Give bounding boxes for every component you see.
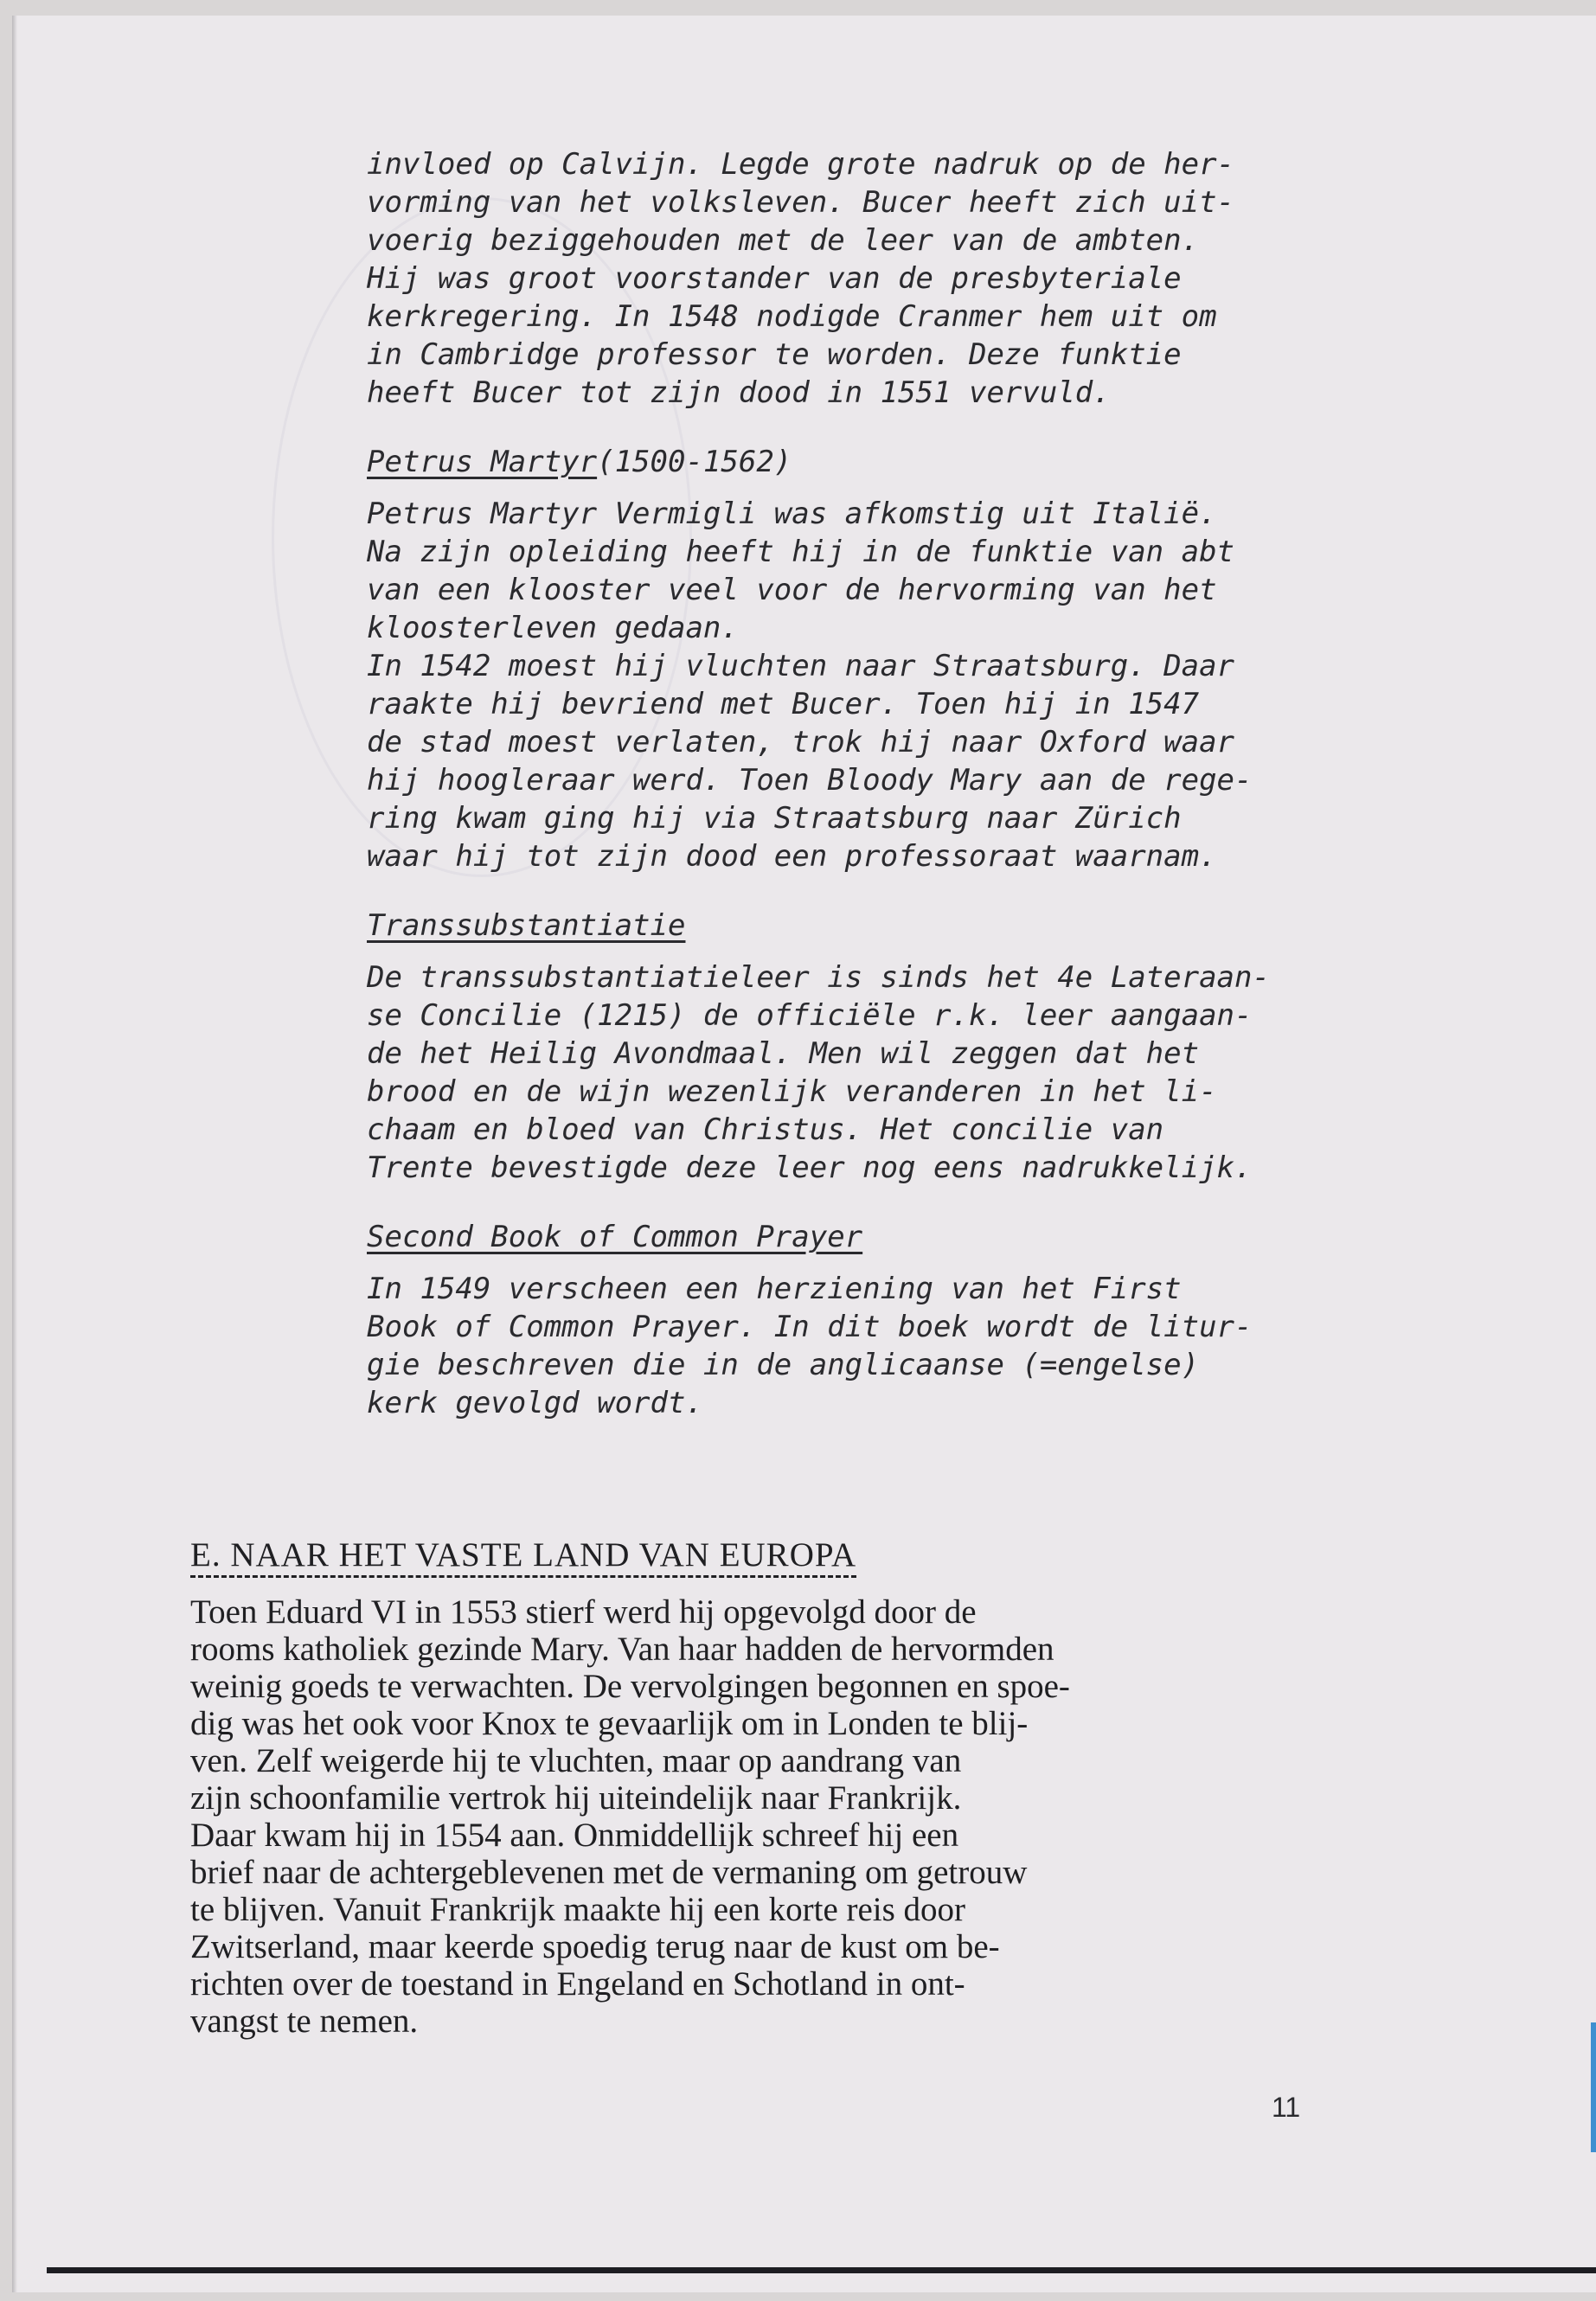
text-line: in Cambridge professor te worden. Deze funktie	[367, 337, 1182, 372]
heading-years: (1500-1562)	[597, 445, 792, 479]
text-line: In 1549 verscheen een herziening van het First	[367, 1272, 1182, 1306]
text-line: Toen Eduard VI in 1553 stierf werd hij opgevolgd door de	[190, 1593, 977, 1631]
text-line: hij hoogleraar werd. Toen Bloody Mary aan de rege-	[367, 763, 1253, 798]
paragraph-knox	[190, 1593, 1401, 2040]
text-line: vorming van het volksleven. Bucer heeft zich uit-	[367, 185, 1235, 220]
text-line: kerk gevolgd wordt.	[367, 1386, 703, 1420]
text-line: zijn schoonfamilie vertrok hij uiteindelijk naar Frankrijk.	[190, 1779, 962, 1817]
paragraph-transsubstantiatie	[367, 958, 1370, 1187]
text-line: gie beschreven die in de anglicaanse (=engelse)	[367, 1348, 1200, 1382]
heading-transsubstantiatie: Transsubstantiatie	[367, 908, 686, 943]
document-page	[12, 16, 1596, 2292]
heading-petrus-martyr	[367, 443, 792, 481]
text-line: se Concilie (1215) de officiële r.k. leer aangaan-	[367, 998, 1253, 1033]
text-line: rooms katholiek gezinde Mary. Van haar hadden de hervormden	[190, 1631, 1054, 1668]
text-line: brood en de wijn wezenlijk veranderen in het li-	[367, 1074, 1217, 1109]
text-line: heeft Bucer tot zijn dood in 1551 vervuld.	[367, 375, 1111, 410]
text-line: In 1542 moest hij vluchten naar Straatsburg. Daar	[367, 649, 1235, 683]
text-line: richten over de toestand in Engeland en Schotland in ont-	[190, 1965, 965, 2003]
text-line: Daar kwam hij in 1554 aan. Onmiddellijk schreef hij een	[190, 1817, 959, 1854]
text-line: Trente bevestigde deze leer nog eens nadrukkelijk.	[367, 1150, 1253, 1185]
text-line: Na zijn opleiding heeft hij in de funktie van abt	[367, 535, 1235, 569]
text-line: waar hij tot zijn dood een professoraat waarnam.	[367, 839, 1217, 874]
paragraph-petrus-martyr	[367, 495, 1370, 875]
text-line: kerkregering. In 1548 nodigde Cranmer hem uit om	[367, 299, 1217, 334]
text-line: te blijven. Vanuit Frankrijk maakte hij een korte reis door	[190, 1891, 966, 1928]
text-line: weinig goeds te verwachten. De vervolgingen begonnen en spoe-	[190, 1668, 1070, 1705]
text-line: de stad moest verlaten, trok hij naar Oxford waar	[367, 725, 1235, 760]
text-line: ven. Zelf weigerde hij te vluchten, maar op aandrang van	[190, 1742, 962, 1779]
text-line: brief naar de achtergeblevenen met de vermaning om getrouw	[190, 1854, 1028, 1891]
main-text-block	[190, 1536, 1401, 2040]
text-line: voerig beziggehouden met de leer van de ambten.	[367, 223, 1200, 258]
paragraph-bucer	[367, 145, 1370, 412]
page-number: 11	[1272, 2092, 1301, 2123]
section-heading-e: E. NAAR HET VASTE LAND VAN EUROPA	[190, 1536, 856, 1578]
page-bottom-edge	[47, 2267, 1596, 2273]
heading-name: Petrus Martyr	[367, 445, 598, 479]
text-line: van een klooster veel voor de hervorming van het	[367, 573, 1217, 607]
text-line: kloosterleven gedaan.	[367, 611, 739, 645]
text-line: Hij was groot voorstander van de presbyteriale	[367, 261, 1182, 296]
text-line: ring kwam ging hij via Straatsburg naar Zürich	[367, 801, 1182, 836]
text-line: chaam en bloed van Christus. Het concilie van	[367, 1112, 1164, 1147]
heading-second-book: Second Book of Common Prayer	[367, 1220, 863, 1254]
paragraph-second-book	[367, 1270, 1370, 1422]
text-line: De transsubstantiatieleer is sinds het 4e Lateraan-	[367, 960, 1270, 995]
text-line: raakte hij bevriend met Bucer. Toen hij in 1547	[367, 687, 1200, 721]
text-line: invloed op Calvijn. Legde grote nadruk op de her-	[367, 147, 1235, 182]
page-tab-marker	[1591, 2022, 1596, 2152]
typewriter-text-block	[367, 145, 1370, 1422]
page-binding-edge	[12, 16, 17, 2292]
text-line: Petrus Martyr Vermigli was afkomstig uit Italië.	[367, 497, 1217, 531]
text-line: dig was het ook voor Knox te gevaarlijk om in Londen te blij-	[190, 1705, 1029, 1742]
text-line: Zwitserland, maar keerde spoedig terug naar de kust om be-	[190, 1928, 1000, 1965]
text-line: Book of Common Prayer. In dit boek wordt de litur-	[367, 1310, 1253, 1344]
text-line: vangst te nemen.	[190, 2003, 419, 2040]
text-line: de het Heilig Avondmaal. Men wil zeggen dat het	[367, 1036, 1200, 1071]
